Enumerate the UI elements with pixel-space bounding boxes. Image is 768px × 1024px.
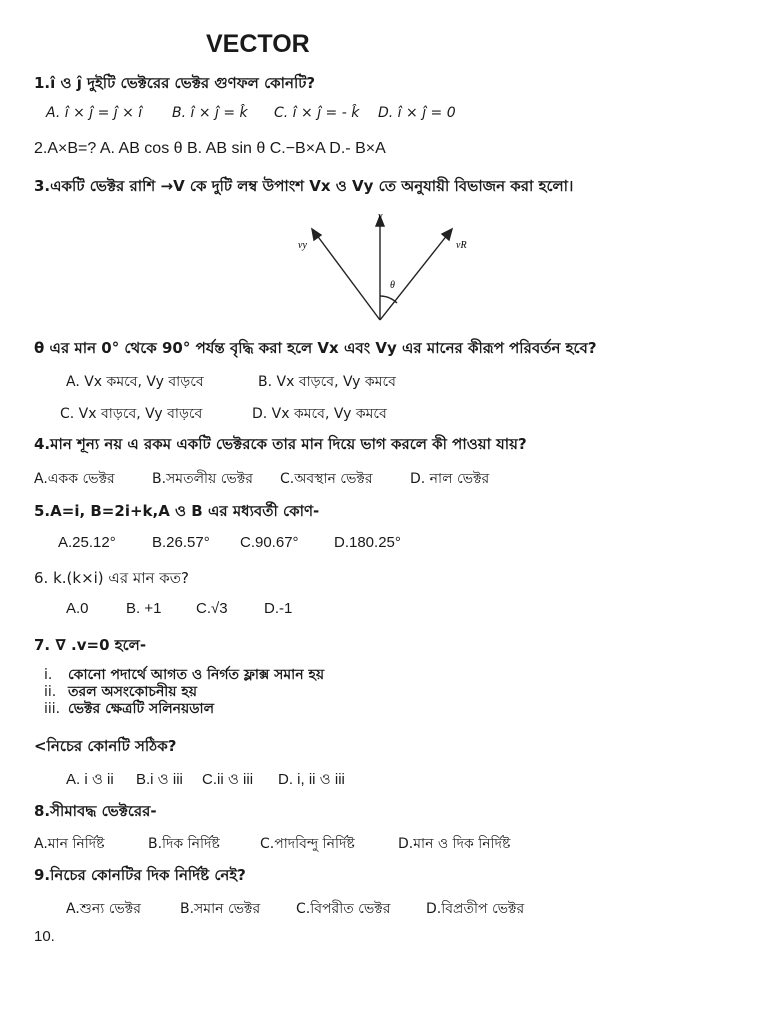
q4-option-d: D. নাল ভেক্টর bbox=[410, 471, 490, 487]
q7-option-d: D. i, ii ও iii bbox=[278, 771, 345, 788]
q6-option-d: D.-1 bbox=[264, 600, 293, 617]
question-4: 4.মান শূন্য নয় এ রকম একটি ভেক্টরকে তার মান দিয়ে ভাগ করলে কী পাওয়া যায়? bbox=[34, 435, 527, 453]
question-8: 8.সীমাবদ্ধ ভেক্টরের- bbox=[34, 802, 157, 820]
question-3-sub: θ এর মান 0° থেকে 90° পর্যন্ত বৃদ্ধি করা হলে Vx এবং Vy এর মানের কীরূপ পরিবর্তন হবে? bbox=[34, 339, 597, 357]
q1-option-d: D. î × ĵ = 0 bbox=[378, 105, 456, 121]
question-5: 5.A=i, B=2i+k,A ও B এর মধ্যবর্তী কোণ- bbox=[34, 502, 320, 520]
vy-axis-line bbox=[316, 234, 380, 320]
question-1: 1.î ও ĵ দুইটি ভেক্টরের ভেক্টর গুণফল কোনটি? bbox=[34, 74, 316, 92]
q3-option-b: B. Vx বাড়বে, Vy কমবে bbox=[258, 374, 396, 390]
q5-option-d: D.180.25° bbox=[334, 534, 401, 551]
question-7: 7. ∇ .v=0 হলে- bbox=[34, 636, 147, 654]
q7-statement-list bbox=[44, 667, 324, 718]
label-v: v bbox=[378, 211, 383, 222]
q6-option-a: A.0 bbox=[66, 600, 89, 617]
q7-statement-iii: iii. ভেক্টর ক্ষেত্রটি সলিনয়ডাল bbox=[44, 701, 215, 717]
q8-option-c: C.পাদবিন্দু নির্দিষ্ট bbox=[260, 836, 355, 852]
q9-option-c: C.বিপরীত ভেক্টর bbox=[296, 901, 391, 917]
question-2: 2.A×B=? A. AB cos θ B. AB sin θ C.−B×A D.- B×A bbox=[34, 140, 386, 157]
q6-option-c: C.√3 bbox=[196, 600, 228, 617]
q8-option-d: D.মান ও দিক নির্দিষ্ট bbox=[398, 836, 511, 852]
question-6: 6. k.(k×i) এর মান কত? bbox=[34, 569, 189, 587]
label-vr: vR bbox=[456, 240, 467, 251]
question-10: 10. bbox=[34, 928, 55, 945]
q5-option-c: C.90.67° bbox=[240, 534, 299, 551]
label-vy: vy bbox=[298, 240, 307, 251]
q4-option-c: C.অবস্থান ভেক্টর bbox=[280, 471, 373, 487]
question-3: 3.একটি ভেক্টর রাশি →V কে দুটি লম্ব উপাংশ Vx ও Vy তে অনুযায়ী বিভাজন করা হলো। bbox=[34, 177, 574, 195]
q1-option-b: B. î × ĵ = k̂ bbox=[172, 105, 248, 121]
page-title: VECTOR bbox=[206, 30, 310, 58]
q3-option-d: D. Vx কমবে, Vy কমবে bbox=[252, 406, 387, 422]
q1-option-a: A. î × ĵ = ĵ × î bbox=[46, 105, 143, 121]
question-9: 9.নিচের কোনটির দিক নির্দিষ্ট নেই? bbox=[34, 866, 246, 884]
vr-axis-line bbox=[380, 234, 448, 320]
q1-option-c: C. î × ĵ = - k̂ bbox=[274, 105, 360, 121]
q5-option-a: A.25.12° bbox=[58, 534, 116, 551]
q4-option-b: B.সমতলীয় ভেক্টর bbox=[152, 471, 253, 487]
q9-option-b: B.সমান ভেক্টর bbox=[180, 901, 261, 917]
q8-option-b: B.দিক নির্দিষ্ট bbox=[148, 836, 220, 852]
q7-statement-ii: ii. তরল অসংকোচনীয় হয় bbox=[44, 684, 198, 700]
q3-option-c: C. Vx বাড়বে, Vy বাড়বে bbox=[60, 406, 203, 422]
q3-option-a: A. Vx কমবে, Vy বাড়বে bbox=[66, 374, 204, 390]
q9-option-a: A.শুন্য ভেক্টর bbox=[66, 901, 141, 917]
q6-option-b: B. +1 bbox=[126, 600, 162, 617]
q4-option-a: A.একক ভেক্টর bbox=[34, 471, 115, 487]
vr-arrowhead bbox=[442, 229, 452, 240]
q7-option-a: A. i ও ii bbox=[66, 771, 114, 788]
vector-diagram bbox=[290, 208, 480, 326]
question-7-sub: <নিচের কোনটি সঠিক? bbox=[34, 737, 177, 755]
q5-option-b: B.26.57° bbox=[152, 534, 210, 551]
label-theta: θ bbox=[390, 280, 395, 291]
q9-option-d: D.বিপ্রতীপ ভেক্টর bbox=[426, 901, 525, 917]
q7-option-c: C.ii ও iii bbox=[202, 771, 254, 788]
q8-option-a: A.মান নির্দিষ্ট bbox=[34, 836, 105, 852]
q7-option-b: B.i ও iii bbox=[136, 771, 183, 788]
q7-statement-i: i. কোনো পদার্থে আগত ও নির্গত ফ্লাক্স সমান হয় bbox=[44, 667, 325, 683]
